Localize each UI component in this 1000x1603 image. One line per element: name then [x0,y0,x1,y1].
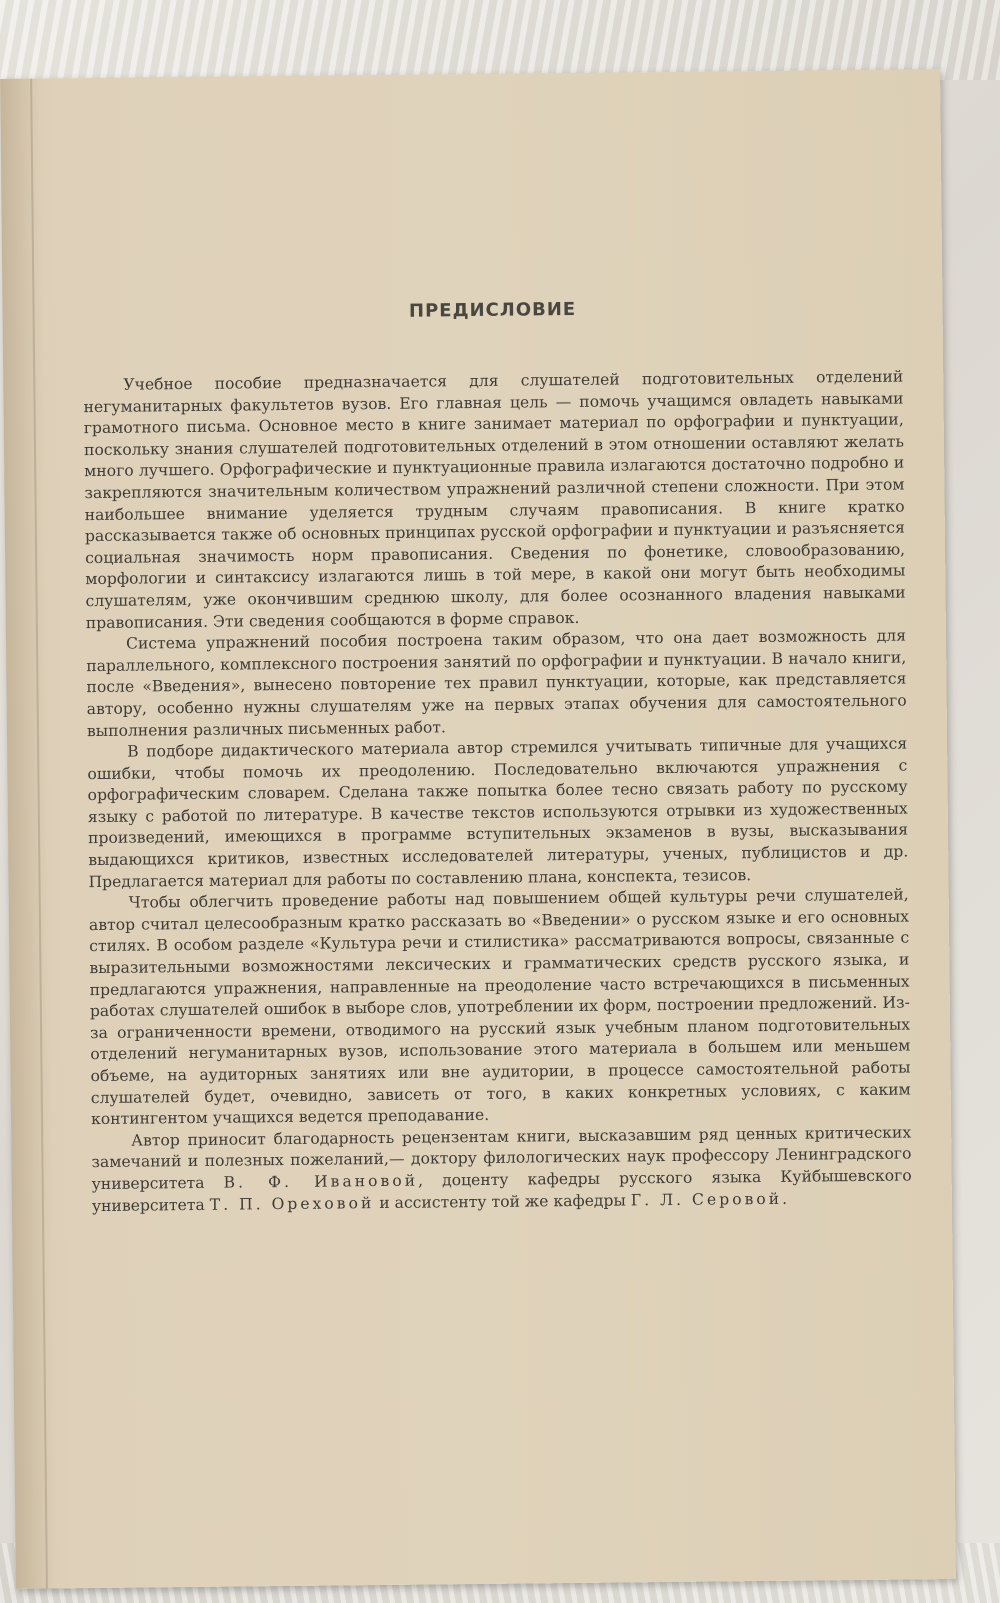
page-content [82,296,912,1218]
paragraph-4: Чтобы облегчить проведение работы над повышением общей культуры речи слушателей, автор считал целесообразным кратко рассказать во «Введении» о русском языке и его основных стилях. В особом разделе «Культура речи и стилистика» рассматриваются вопросы, связанные с выразительными возможностями лексических и грамматических средств русского языка, и предлагаются упражнения, направленные на преодоление часто встречающихся в письменных работах слушателей ошибок в выборе слов, употреблении их форм, построении предложений. Из-за ограниченности времени, отводимого на русский язык учебным планом подготовительных отделений негуманитарных вузов, использование этого материала в большем или меньшем объеме, на аудиторных занятиях или вне аудитории, в процессе самостоятельной работы слушателей будет, очевидно, зависеть от того, в каких конкретных условиях, с каким контингентом учащихся ведется преподавание. [88,885,911,1129]
page-title: ПРЕДИСЛОВИЕ [408,298,577,322]
ack-lead: Автор приносит благодарность рецензентам книги, высказавшим ряд ценных критических замечаний и полезных пожеланий,— доктору филологических наук профессору Ленинградского университета [91,1123,912,1194]
reviewer-name-1: В. Ф. Ивановой [223,1171,419,1192]
background-cloth-top [0,0,1000,80]
ack-mid-2: и ассистенту той же кафедры [374,1190,631,1212]
paragraph-2: Система упражнений пособия построена таким образом, что она дает возможность для параллельного, комплексного построения занятий по орфографии и пунктуации. В начало книги, после «Введения», вынесено повторение тех правил пунктуации, которые, как представляется автору, особенно нужны слушателям уже на первых этапах обучения для самостоятельного выполнения различных письменных работ. [86,626,907,740]
ack-end: . [781,1189,788,1208]
reviewer-name-2: Т. П. Ореховой [209,1193,375,1214]
reviewer-name-3: Г. Л. Серовой [630,1189,783,1209]
page-shadow [0,79,56,1589]
paragraph-3: В подборе дидактического материала автор стремился учитывать типичные для учащихся ошибки, чтобы помочь их преодолению. Последовательно включаются упражнения с орфографическим словарем. Сделана также попытка более тесно связать работу по русскому языку с работой по литературе. В качестве текстов используются отрывки из художественных произведений, имеющихся в программе вступительных экзаменов в вузы, высказывания выдающихся критиков, известных исследователей литературы, ученых, публицистов и др. Предлагается материал для работы по составлению плана, конспекта, тезисов. [87,734,909,891]
book-page [0,69,956,1589]
ack-mid-1: , доценту кафедры русского языка Куйбышевского университета [91,1166,912,1215]
paragraph-1: Учебное пособие предназначается для слушателей подготовительных отделений негуманитарных факультетов вузов. Его главная цель — помочь учащимся овладеть навыками грамотного письма. Основное место в книге занимает материал по орфографии и пунктуации, поскольку знания слушателей подготовительных отделений в этом отношении оставляют желать много лучшего. Орфографические и пунктуационные правила излагаются достаточно подробно и закрепляются значительным количеством упражнений различной степени сложности. При этом наибольшее внимание уделяется трудным случаям правописания. В книге кратко рассказывается также об основных принципах русской орфографии и пунктуации и разъясняется социальная значимость норм правописания. Сведения по фонетике, словообразованию, морфологии и синтаксису излагаются лишь в той мере, в какой они могут быть необходимы слушателям, уже окончившим среднюю школу, для более осознанного владения навыками правописания. Эти сведения сообщаются в форме справок. [83,367,906,632]
paragraph-acknowledgement [91,1122,912,1217]
